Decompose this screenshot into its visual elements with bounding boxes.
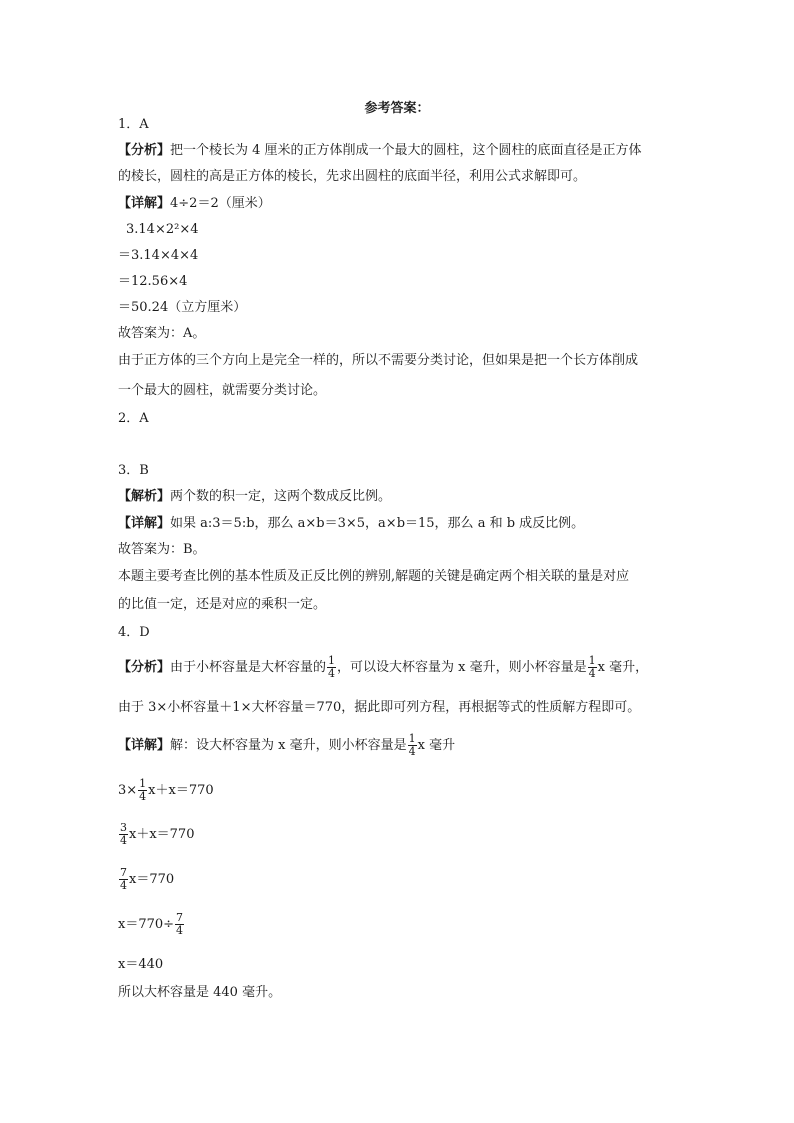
q1-detail-line — [118, 196, 271, 212]
q3-analysis-text: 两个数的积一定，这两个数成反比例。 — [170, 489, 392, 504]
q3-answer: 故答案为：B。 — [118, 542, 206, 557]
q4-analysis-text-1a: 由于小杯容量是大杯容量的 — [170, 660, 327, 675]
fraction-one-quarter: $\frac{1}{4}$ — [328, 654, 336, 680]
q3-analysis-line — [118, 489, 391, 505]
q2-heading: 2．A — [118, 411, 149, 426]
fraction-three-quarters: $\frac{3}{4}$ — [120, 821, 127, 847]
q4-detail-line — [118, 733, 455, 758]
q1-analysis-tag: 【分析】 — [118, 143, 171, 158]
q4-analysis-line-2: 由于 3×小杯容量＋1×大杯容量＝770，据此即可列方程，再根据等式的性质解方程即可。 — [118, 700, 641, 715]
q4-conclusion: 所以大杯容量是 440 毫升。 — [118, 985, 282, 1000]
q4-analysis-line-1 — [118, 655, 648, 680]
q1-note-line-2: 一个最大的圆柱，就需要分类讨论。 — [118, 383, 327, 398]
q1-heading: 1．A — [118, 117, 149, 132]
q3-note-line-2: 的比值一定，还是对应的乘积一定。 — [118, 597, 327, 612]
fraction-seven-quarters: $\frac{7}{4}$ — [176, 911, 184, 937]
q4-equation-2: $\frac{3}{4}$ x＋x＝770 — [120, 821, 195, 847]
q4-equation-3: $\frac{7}{4}$ x＝770 — [120, 866, 175, 892]
q4-equation-4: x＝770÷ $\frac{7}{4}$ — [118, 911, 184, 937]
q3-detail-text: 如果 a:3＝5:b，那么 a×b＝3×5，a×b＝15，那么 a 和 b 成反比例。 — [170, 516, 585, 531]
q4-analysis-text-1c: x 毫升， — [597, 660, 649, 675]
q3-note-line-1: 本题主要考查比例的基本性质及正反比例的辨别,解题的关键是确定两个相关联的量是对应 — [118, 569, 630, 584]
q4-equation-1: 3× $\frac{1}{4}$ x＋x＝770 — [118, 777, 214, 803]
q4-analysis-tag: 【分析】 — [118, 660, 171, 675]
fraction-one-quarter: $\frac{1}{4}$ — [408, 732, 416, 758]
q3-analysis-tag: 【解析】 — [118, 489, 171, 504]
page-title: 参考答案： — [364, 101, 430, 116]
q1-detail-tag: 【详解】 — [118, 196, 171, 211]
q1-note-line-1: 由于正方体的三个方向上是完全一样的，所以不需要分类讨论，但如果是把一个长方体削成 — [118, 353, 639, 368]
fraction-one-quarter: $\frac{1}{4}$ — [588, 654, 596, 680]
q3-detail-line — [118, 516, 584, 532]
q1-analysis-line-2: 的棱长，圆柱的高是正方体的棱长，先求出圆柱的底面半径，利用公式求解即可。 — [118, 169, 587, 184]
fraction-seven-quarters: $\frac{7}{4}$ — [120, 866, 127, 892]
q4-equation-5: x＝440 — [118, 957, 164, 972]
q3-heading: 3．B — [118, 463, 149, 478]
q1-calc-step-3: ＝12.56×4 — [118, 274, 188, 289]
q3-detail-tag: 【详解】 — [118, 516, 171, 531]
q1-calc-step-4: ＝50.24（立方厘米） — [118, 300, 247, 315]
q1-analysis-text-1: 把一个棱长为 4 厘米的正方体削成一个最大的圆柱，这个圆柱的底面直径是正方体 — [170, 143, 642, 158]
q4-detail-text-a: 解：设大杯容量为 x 毫升，则小杯容量是 — [170, 738, 407, 753]
q4-detail-text-b: x 毫升 — [417, 738, 456, 753]
q4-analysis-text-1b: ，可以设大杯容量为 x 毫升，则小杯容量是 — [337, 660, 587, 675]
q4-detail-tag: 【详解】 — [118, 738, 171, 753]
q1-calc-step-2: ＝3.14×4×4 — [118, 248, 199, 263]
q4-heading: 4．D — [118, 625, 150, 640]
q1-calc-step-1: 3.14×2²×4 — [126, 222, 199, 237]
q1-answer: 故答案为：A。 — [118, 326, 206, 341]
q1-analysis-line-1 — [118, 143, 642, 159]
q1-detail-text: 4÷2＝2（厘米） — [170, 196, 271, 211]
fraction-one-quarter: $\frac{1}{4}$ — [139, 777, 147, 803]
